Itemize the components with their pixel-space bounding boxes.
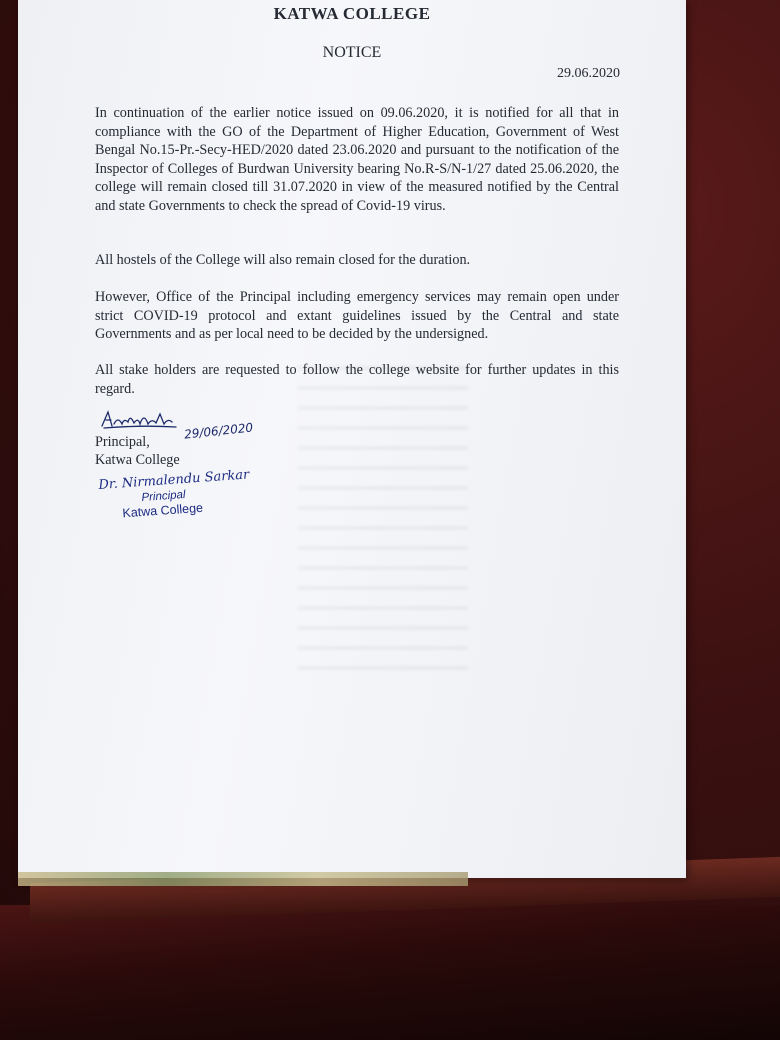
paper-bottom-edge: [18, 872, 468, 886]
paragraph-closure: In continuation of the earlier notice issued on 09.06.2020, it is notified for all that in compliance with the GO of the Department of Higher Education, Government of West Bengal No.15-Pr.-Secy-HED/2020 dated 23.06.2020 and pursuant to the notification of the Inspector of Colleges of Burdwan University bearing No.R-S/N-1/27 dated 25.06.2020, the college will remain closed till 31.07.2020 in view of the measured notified by the Central and state Governments to check the spread of Covid-19 virus.: [95, 105, 619, 214]
notice-heading: NOTICE: [322, 44, 382, 61]
stamp-title: Principal: [141, 488, 186, 504]
stamp-college: Katwa College: [122, 500, 204, 521]
show-through-text: [298, 355, 468, 685]
paragraph-hostels: All hostels of the College will also remain closed for the duration.: [95, 252, 471, 268]
notice-paper: [18, 0, 686, 878]
stamp-name: Dr. Nirmalendu Sarkar: [98, 467, 250, 493]
signatory-college: Katwa College: [95, 452, 180, 468]
paragraph-updates: All stake holders are requested to follow the college website for further updates in this regard.: [95, 362, 619, 397]
signature-date: 29/06/2020: [183, 420, 254, 442]
institution-name: KATWA COLLEGE: [273, 4, 431, 23]
floor-shadow: [0, 905, 780, 1040]
paragraph-office: However, Office of the Principal including emergency services may remain open under strict COVID-19 protocol and extant guidelines issued by the Central and state Governments and as per local need to be decided by the undersigned.: [95, 289, 619, 343]
signatory-title: Principal,: [95, 434, 150, 450]
notice-date: 29.06.2020: [557, 66, 620, 81]
signature-scribble: [100, 408, 180, 430]
principal-stamp: [98, 467, 252, 521]
